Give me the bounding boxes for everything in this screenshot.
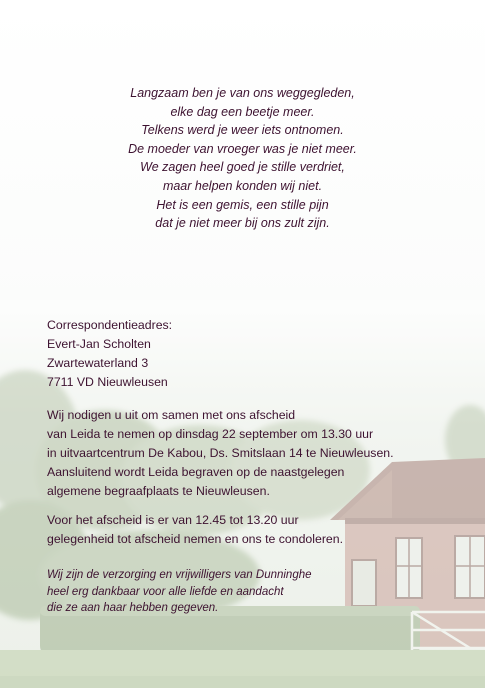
invitation-line: in uitvaartcentrum De Kabou, Ds. Smitslaan 14 te Nieuwleusen. xyxy=(47,446,394,460)
thanks-note xyxy=(47,567,312,617)
correspondence-address xyxy=(47,316,172,392)
address-name: Evert-Jan Scholten xyxy=(47,337,151,351)
invitation-line: Wij nodigen u uit om samen met ons afscheid xyxy=(47,408,296,422)
thanks-line: die ze aan haar hebben gegeven. xyxy=(47,602,219,614)
condolence-times xyxy=(47,511,343,549)
poem-line: We zagen heel goed je stille verdriet, xyxy=(140,160,345,175)
invitation-line: van Leida te nemen op dinsdag 22 september om 13.30 uur xyxy=(47,427,374,441)
poem-line: Langzaam ben je van ons weggegleden, xyxy=(130,86,355,100)
address-heading: Correspondentieadres: xyxy=(47,318,173,332)
thanks-line: Wij zijn de verzorging en vrijwilligers van Dunninghe xyxy=(47,569,312,581)
thanks-line: heel erg dankbaar voor alle liefde en aandacht xyxy=(47,585,284,598)
poem-line: De moeder van vroeger was je niet meer. xyxy=(128,141,357,156)
times-line: Voor het afscheid is er van 12.45 tot 13.20 uur xyxy=(47,513,299,527)
invitation-line: algemene begraafplaats te Nieuwleusen. xyxy=(47,484,270,498)
poem-line: elke dag een beetje meer. xyxy=(170,104,315,119)
poem-line: Telkens werd je weer iets ontnomen. xyxy=(141,123,344,138)
poem-line: Het is een gemis, een stille pijn xyxy=(156,197,329,212)
address-street: Zwartewaterland 3 xyxy=(47,356,149,370)
poem-line: maar helpen konden wij niet. xyxy=(162,178,323,193)
poem xyxy=(0,84,485,233)
invitation-line: Aansluitend wordt Leida begraven op de naastgelegen xyxy=(47,465,345,479)
funeral-invitation xyxy=(47,406,394,501)
address-postal-city: 7711 VD Nieuwleusen xyxy=(47,375,168,389)
poem-line: dat je niet meer bij ons zult zijn. xyxy=(155,216,330,231)
times-line: gelegenheid tot afscheid nemen en ons te condoleren. xyxy=(47,532,344,546)
